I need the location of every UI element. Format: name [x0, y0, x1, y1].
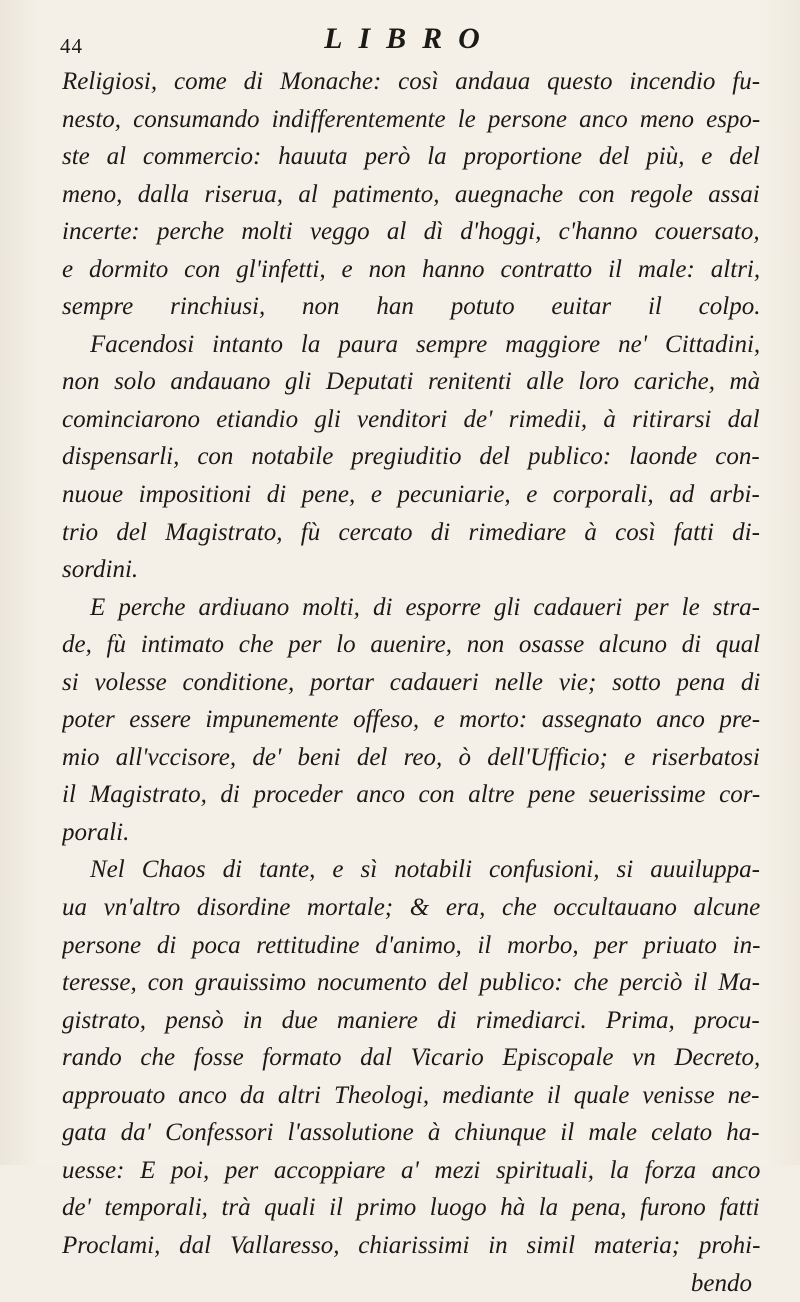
text-line: approuato anco da altri Theologi, mediante il quale venisse ne- — [62, 1077, 760, 1115]
text-line: gistrato, pensò in due maniere di rimediarci. Prima, procu- — [62, 1002, 760, 1040]
text-line: meno, dalla riserua, al patimento, auegnache con regole assai — [62, 176, 760, 214]
text-line: gata da' Confessori l'assolutione à chiunque il male celato ha- — [62, 1114, 760, 1152]
text-line: ste al commercio: hauuta però la proportione del più, e del — [62, 138, 760, 176]
text-line: Proclami, dal Vallaresso, chiarissimi in simil materia; prohi- — [62, 1227, 760, 1265]
running-head: LIBRO — [60, 22, 760, 56]
text-line: E perche ardiuano molti, di esporre gli cadaueri per le stra- — [62, 589, 760, 627]
text-line: il Magistrato, di proceder anco con altre pene seuerissime cor- — [62, 776, 760, 814]
text-line: si volesse conditione, portar cadaueri nelle vie; sotto pena di — [62, 664, 760, 702]
page-number: 44 — [60, 34, 83, 59]
text-line: e dormito con gl'infetti, e non hanno contratto il male: altri, — [62, 251, 760, 289]
text-line: persone di poca rettitudine d'animo, il morbo, per priuato in- — [62, 927, 760, 965]
text-line: mio all'vccisore, de' beni del reo, ò dell'Ufficio; e riserbatosi — [62, 739, 760, 777]
text-line: sordini. — [62, 551, 760, 589]
text-line: ua vn'altro disordine mortale; & era, che occultauano alcune — [62, 889, 760, 927]
text-line: Nel Chaos di tante, e sì notabili confusioni, si auuiluppa- — [62, 851, 760, 889]
text-line: poter essere impunemente offeso, e morto: assegnato anco pre- — [62, 701, 760, 739]
text-line: Facendosi intanto la paura sempre maggiore ne' Cittadini, — [62, 326, 760, 364]
text-line: porali. — [62, 814, 760, 852]
text-line: Religiosi, come di Monache: così andaua questo incendio fu- — [62, 63, 760, 101]
catchword: bendo — [62, 1265, 760, 1302]
page-header — [60, 14, 760, 58]
text-line: de' temporali, trà quali il primo luogo hà la pena, furono fatti — [62, 1189, 760, 1227]
text-line: dispensarli, con notabile pregiuditio del publico: laonde con- — [62, 438, 760, 476]
text-line: cominciarono etiandio gli venditori de' rimedii, à ritirarsi dal — [62, 401, 760, 439]
body-text — [62, 63, 760, 1302]
text-line: incerte: perche molti veggo al dì d'hoggi, c'hanno couersato, — [62, 213, 760, 251]
text-line: non solo andauano gli Deputati renitenti alle loro cariche, mà — [62, 363, 760, 401]
text-line: nesto, consumando indifferentemente le persone anco meno espo- — [62, 101, 760, 139]
text-line: sempre rinchiusi, non han potuto euitar il colpo. — [62, 288, 760, 326]
text-line: rando che fosse formato dal Vicario Episcopale vn Decreto, — [62, 1039, 760, 1077]
text-line: trio del Magistrato, fù cercato di rimediare à così fatti di- — [62, 514, 760, 552]
text-line: teresse, con grauissimo nocumento del publico: che perciò il Ma- — [62, 964, 760, 1002]
text-line: de, fù intimato che per lo auenire, non osasse alcuno di qual — [62, 626, 760, 664]
text-line: uesse: E poi, per accoppiare a' mezi spirituali, la forza anco — [62, 1152, 760, 1190]
text-line: nuoue impositioni di pene, e pecuniarie, e corporali, ad arbi- — [62, 476, 760, 514]
